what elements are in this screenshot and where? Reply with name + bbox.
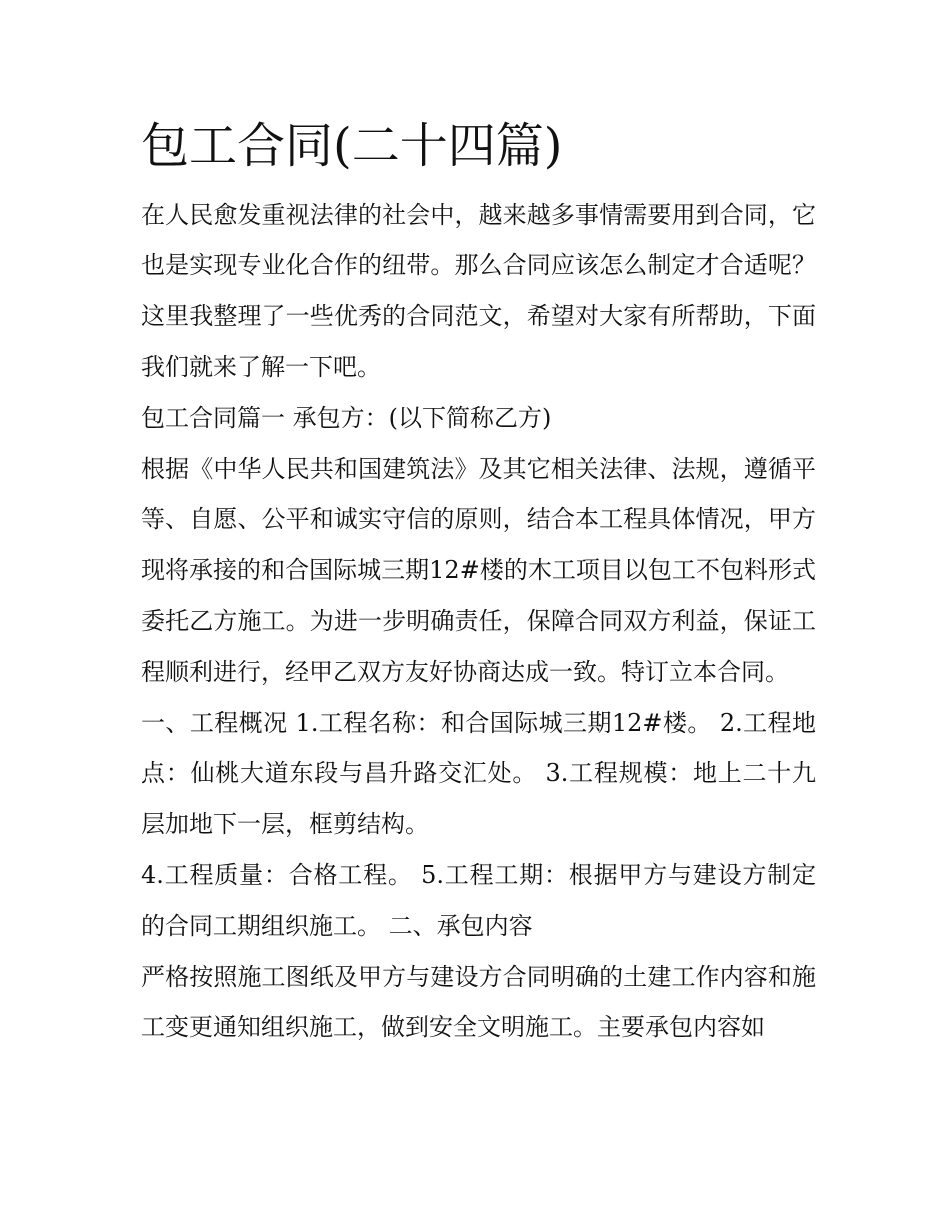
document-body <box>141 112 816 1053</box>
paragraph-project-overview: 一、工程概况 1.工程名称：和合国际城三期12#楼。 2.工程地点：仙桃大道东段与昌升路交汇处。 3.工程规模：地上二十九层加地下一层，框剪结构。 <box>141 708 816 839</box>
paragraph-scope: 严格按照施工图纸及甲方与建设方合同明确的土建工作内容和施工变更通知组织施工，做到安全文明施工。主要承包内容如 <box>141 962 816 1042</box>
paragraph-intro: 在人民愈发重视法律的社会中，越来越多事情需要用到合同，它也是实现专业化合作的纽带。那么合同应该怎么制定才合适呢？这里我整理了一些优秀的合同范文，希望对大家有所帮助，下面我们就来了解一下吧。 <box>141 200 816 381</box>
document-title: 包工合同(二十四篇) <box>141 118 563 174</box>
paragraph-contract-header: 包工合同篇一 承包方：(以下简称乙方) <box>141 403 552 432</box>
paragraph-basis: 根据《中华人民共和国建筑法》及其它相关法律、法规，遵循平等、自愿、公平和诚实守信的原则，结合本工程具体情况，甲方现将承接的和合国际城三期12#楼的木工项目以包工不包料形式委托乙方施工。为进一步明确责任，保障合同双方利益，保证工程顺利进行，经甲乙双方友好协商达成一致。特订立本合同。 <box>141 454 816 686</box>
paragraph-quality-and-duration: 4.工程质量：合格工程。 5.工程工期：根据甲方与建设方制定的合同工期组织施工。 二、承包内容 <box>141 860 816 940</box>
